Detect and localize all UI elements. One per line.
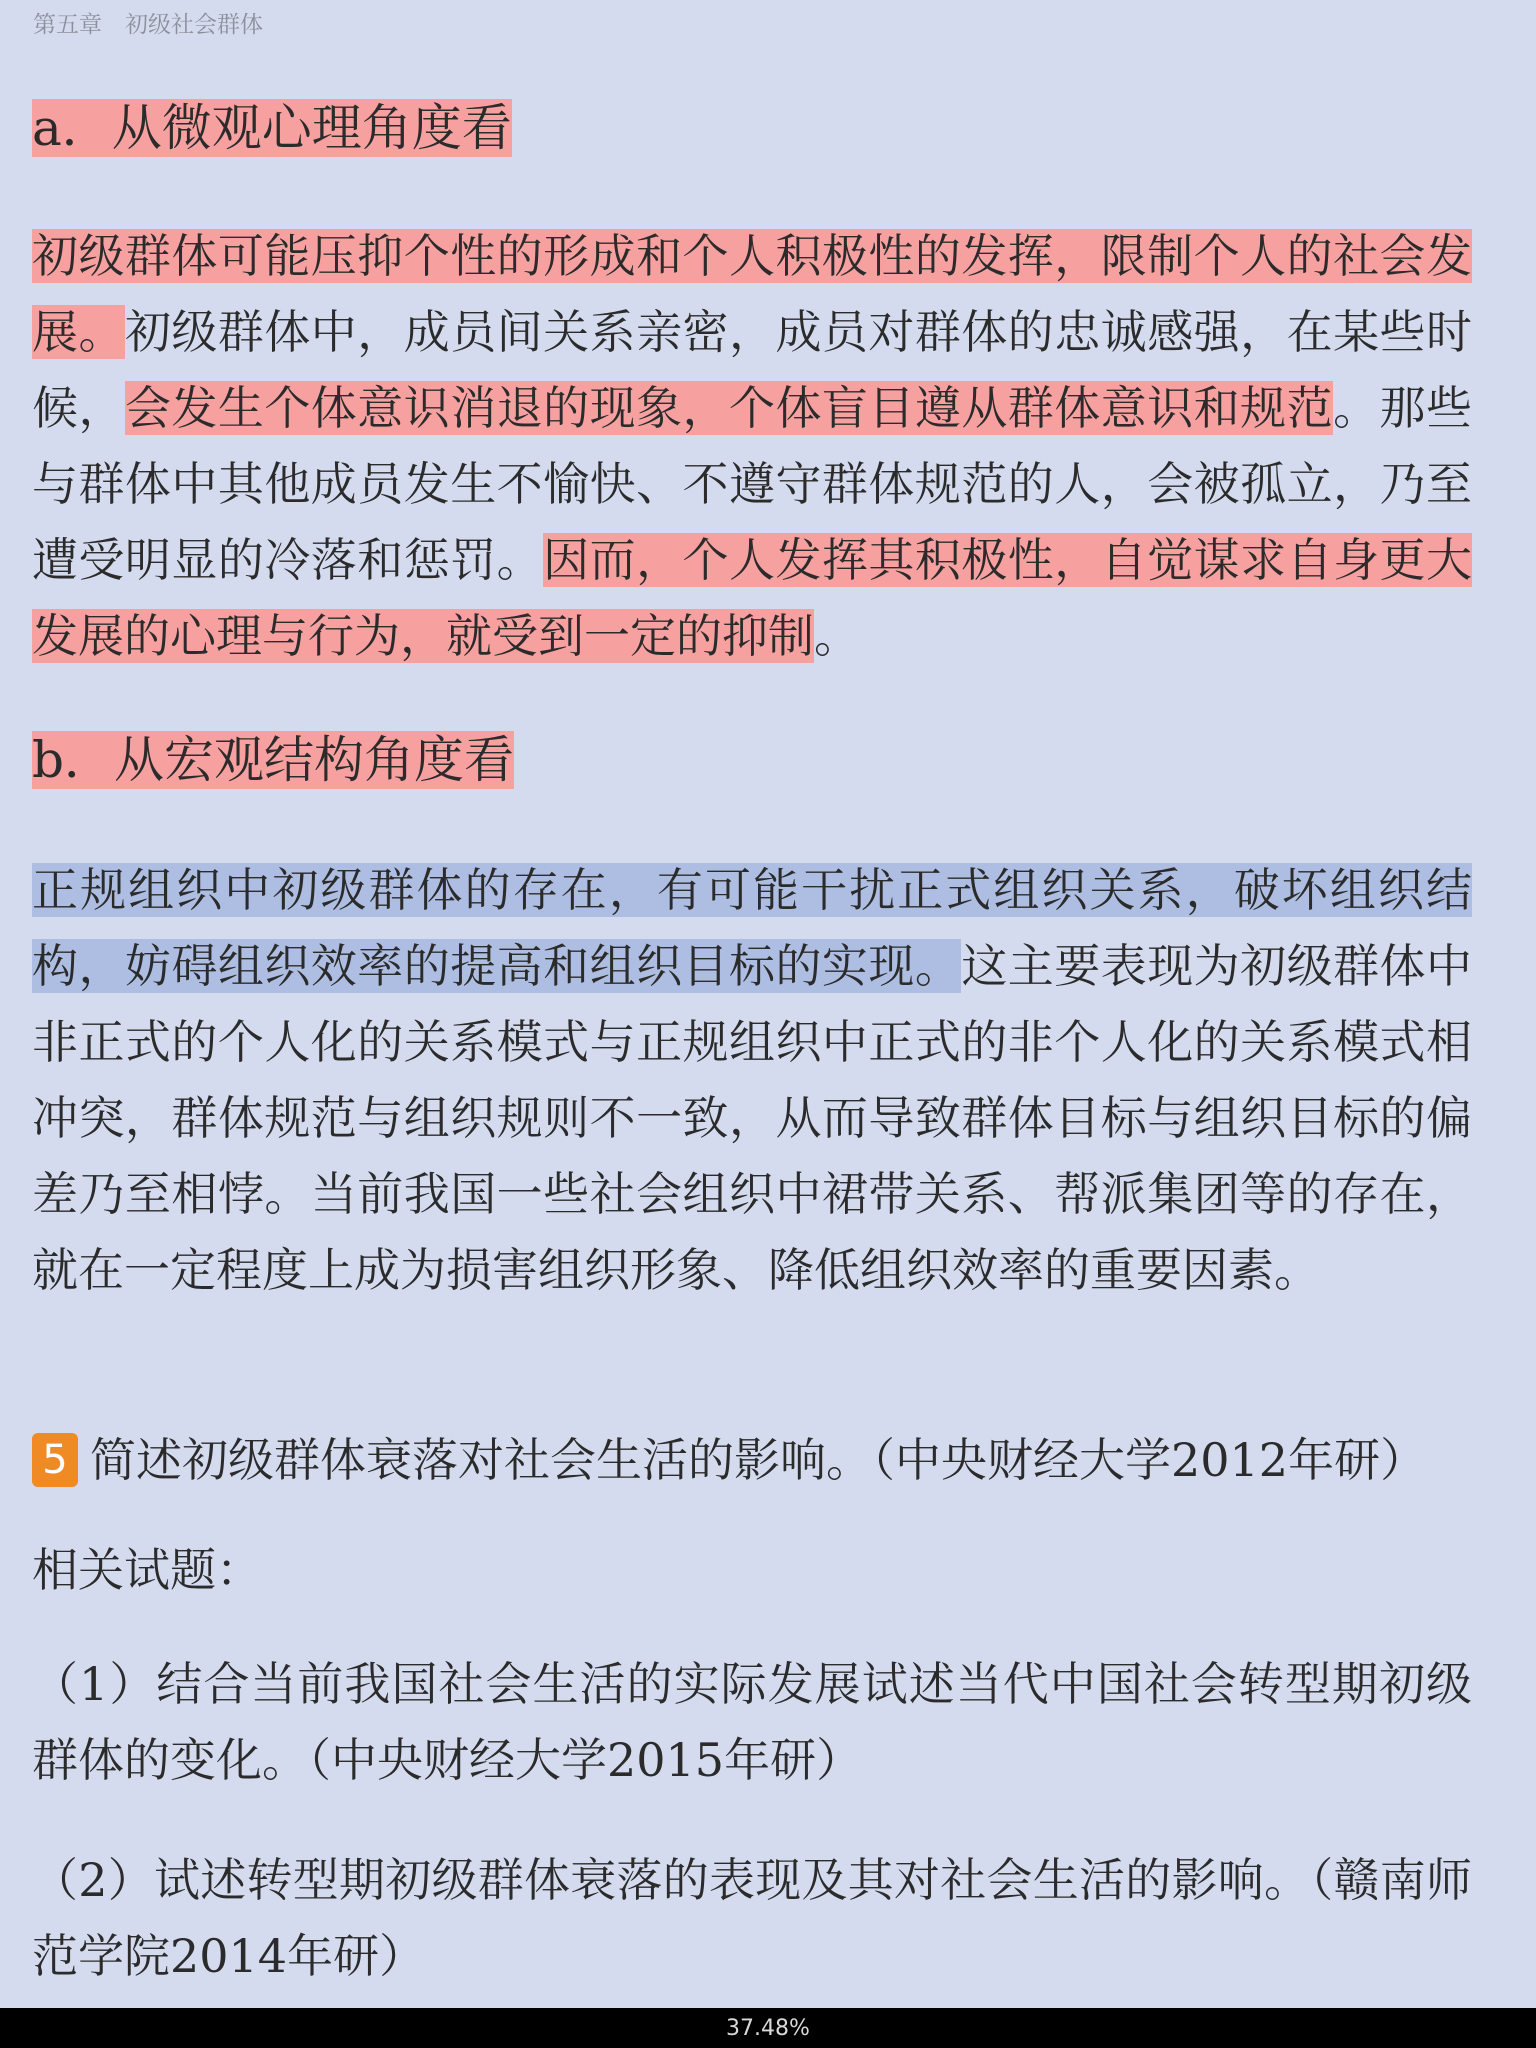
- section-b-heading: [32, 728, 1472, 792]
- related-question-item: （2）试述转型期初级群体衰落的表现及其对社会生活的影响。（赣南师范学院2014年研）: [32, 1853, 1472, 1983]
- highlight-blue-1[interactable]: 正规组织中初级群体的存在，有可能干扰正式组织关系，破坏组织结构，妨碍组织效率的提高和组织目标的实现。: [32, 863, 1472, 993]
- highlight-red-1[interactable]: 初级群体可能压抑个性的形成和个人积极性的发挥，限制个人的社会发展。: [32, 229, 1472, 359]
- paragraph-text: 。那些与群体中其他成员发生不愉快、不遵守群体规范的人，会被孤立，乃至遭受明显的冷落和惩罚。: [32, 381, 1472, 587]
- chapter-header: 第五章 初级社会群体: [33, 12, 263, 38]
- section-b-paragraph: [32, 852, 1472, 1308]
- related-question-item: （1）结合当前我国社会生活的实际发展试述当代中国社会转型期初级群体的变化。（中央财经大学2015年研）: [32, 1657, 1472, 1787]
- question-text: 简述初级群体衰落对社会生活的影响。（中央财经大学2012年研）: [90, 1433, 1427, 1487]
- paragraph-text: 这主要表现为初级群体中非正式的个人化的关系模式与正规组织中正式的非个人化的关系模式相冲突，群体规范与组织规则不一致，从而导致群体目标与组织目标的偏差乃至相悖。当前我国一些社会组织中裙带关系、帮派集团等的存在，就在一定程度上成为损害组织形象、降低组织效率的重要因素。: [32, 939, 1472, 1297]
- highlight-red-2[interactable]: 会发生个体意识消退的现象，个体盲目遵从群体意识和规范: [124, 381, 1334, 435]
- paragraph-text: 。: [814, 609, 860, 663]
- reading-progress-percent: 37.48%: [726, 2015, 810, 2041]
- related-questions-label: 相关试题：: [32, 1543, 262, 1597]
- question-number-badge: 5: [32, 1433, 78, 1487]
- reader-content[interactable]: [32, 96, 1472, 2001]
- question-5: [32, 1428, 1472, 1492]
- reading-progress-bar: [0, 2008, 1536, 2048]
- paragraph-text: 初级群体中，成员间关系亲密，成员对群体的忠诚感强，在某些时候，: [32, 305, 1472, 435]
- section-b-heading-highlight[interactable]: b．从宏观结构角度看: [32, 731, 515, 789]
- section-a-paragraph: [32, 218, 1472, 674]
- section-a-heading: [32, 96, 1472, 160]
- highlight-red-3[interactable]: 因而，个人发挥其积极性，自觉谋求自身更大发展的心理与行为，就受到一定的抑制: [32, 533, 1472, 663]
- section-a-heading-highlight[interactable]: a．从微观心理角度看: [32, 99, 512, 157]
